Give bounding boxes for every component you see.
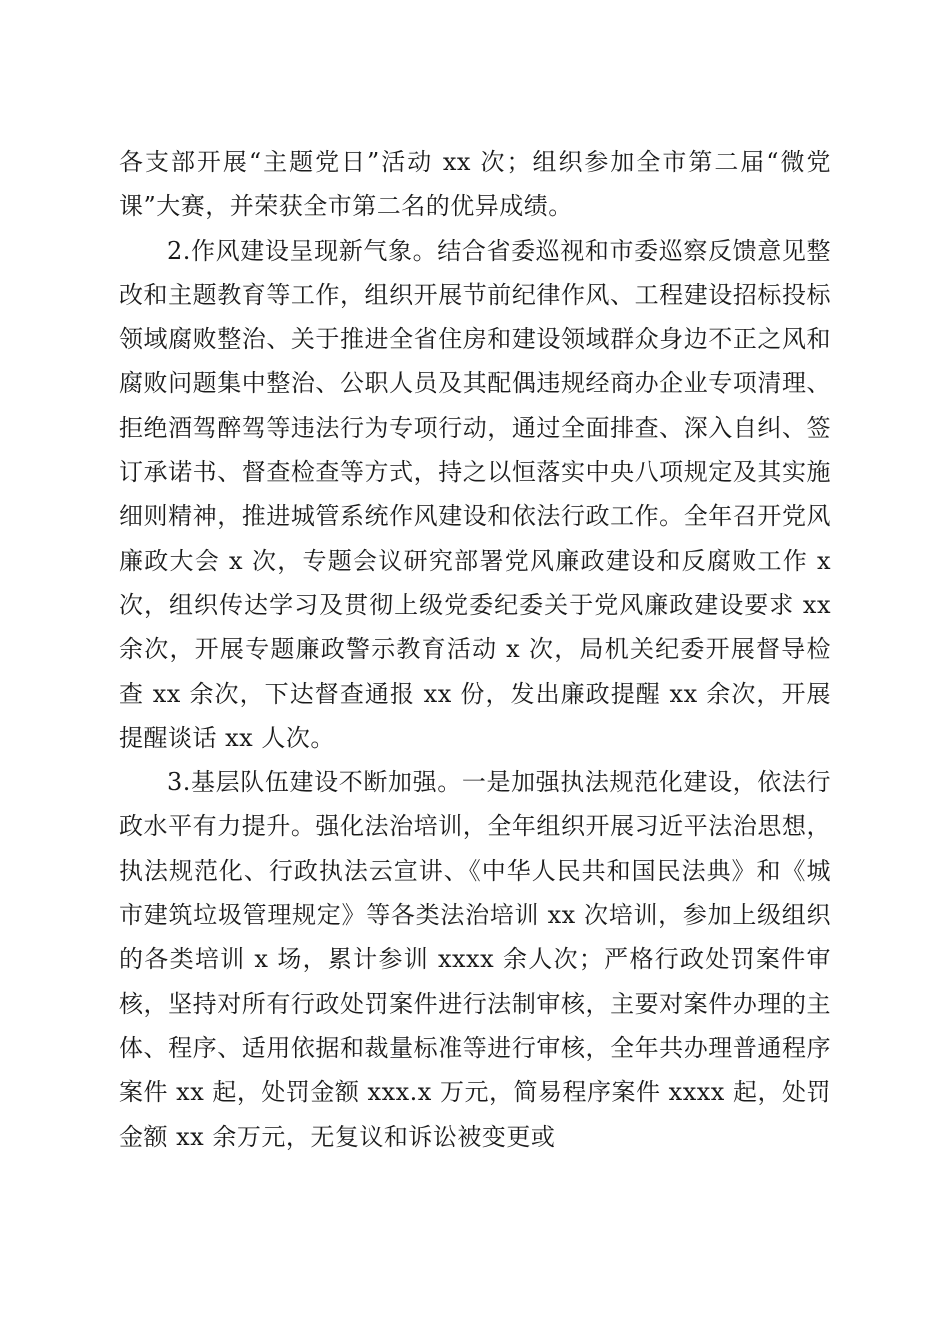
paragraph-team-building: 3.基层队伍建设不断加强。一是加强执法规范化建设，依法行政水平有力提升。强化法治培训，全年组织开展习近平法治思想，执法规范化、行政执法云宣讲、《中华人民共和国民法典》和《城市建筑垃圾管理规定》等各类法治培训 xx 次培训，参加上级组织的各类培训 x 场，累计参训 xxxx 余人次；严格行政处罚案件审核，坚持对所有行政处罚案件进行法制审核，主要对案件办理的主体、程序、适用依据和裁量标准等进行审核，全年共办理普通程序案件 xx 起，处罚金额 xxx.x 万元，简易程序案件 xxxx 起，处罚金额 xx 余万元，无复议和诉讼被变更或 [119,768,831,1151]
paragraph-continuation: 各支部开展“主题党日”活动 xx 次；组织参加全市第二届“微党课”大赛，并荣获全市第二名的优异成绩。 [119,148,831,221]
paragraph-style-building: 2.作风建设呈现新气象。结合省委巡视和市委巡察反馈意见整改和主题教育等工作，组织开展节前纪律作风、工程建设招标投标领域腐败整治、关于推进全省住房和建设领域群众身边不正之风和腐败问题集中整治、公职人员及其配偶违规经商办企业专项清理、拒绝酒驾醉驾等违法行为专项行动，通过全面排查、深入自纠、签订承诺书、督查检查等方式，持之以恒落实中央八项规定及其实施细则精神，推进城管系统作风建设和依法行政工作。全年召开党风廉政大会 x 次，专题会议研究部署党风廉政建设和反腐败工作 x 次，组织传达学习及贯彻上级党委纪委关于党风廉政建设要求 xx 余次，开展专题廉政警示教育活动 x 次，局机关纪委开展督导检查 xx 余次，下达督查通报 xx 份，发出廉政提醒 xx 余次，开展提醒谈话 xx 人次。 [119,236,831,752]
document-body [119,140,831,1159]
